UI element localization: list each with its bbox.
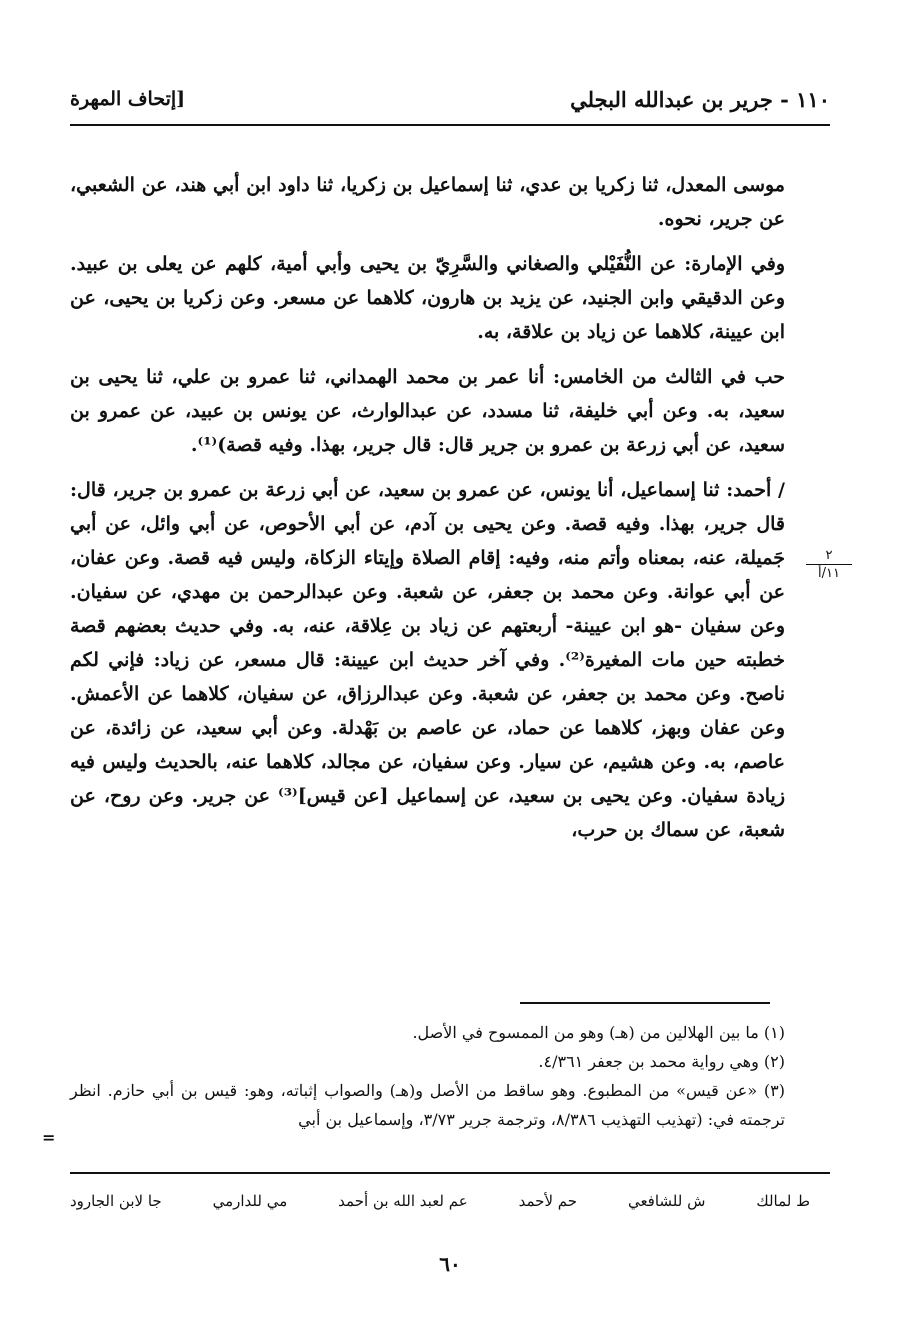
book-title: [إتحاف المهرة: [70, 88, 186, 110]
paragraph-4: / أحمد: ثنا إسماعيل، أنا يونس، عن عمرو بن سعيد، عن أبي زرعة بن عمرو بن جرير، قال: قال جرير، بهذا. وفيه قصة. وعن يحيى بن آدم، عن أبي الأحوص، عن أبي وائل، عن أبي جَميلة، عنه، بمعناه وأتم منه، وفيه: إقام الصلاة وإيتاء الزكاة، وليس فيه قصة. وعن عفان، عن أبي عوانة. وعن محمد بن جعفر، عن شعبة. وعن عبدالرحمن بن مهدي، عن سفيان. وعن سفيان -هو ابن عيينة- أربعتهم عن زياد بن عِلاقة، عنه، به. وفي حديث بعضهم قصة خطبته حين مات المغيرة⁽²⁾. وفي آخر حديث ابن عيينة: قال مسعر، عن زياد: فإني لكم ناصح. وعن محمد بن جعفر، عن شعبة. وعن عبدالرزاق، عن سفيان، كلاهما عن الأعمش. وعن عفان وبهز، كلاهما عن حماد، عن عاصم بن بَهْدلة. وعن أبي سعيد، عن زائدة، عن عاصم، به. وعن هشيم، عن سيار. وعن سفيان، عن مجالد، كلاهما عنه، بالحديث وليس فيه زيادة سفيان. وعن يحيى بن سعيد، عن إسماعيل [عن قيس]⁽³⁾ عن جرير. وعن روح، عن شعبة، عن سماك بن حرب،: [70, 479, 785, 841]
margin-reference: [806, 548, 852, 581]
margin-ref-volume: ٢: [825, 548, 833, 563]
footnote-1: (١) ما بين الهلالين من (هـ) وهو من الممسوح في الأصل.: [412, 1023, 785, 1042]
abbr-item: جا لابن الجارود: [70, 1192, 162, 1210]
footnote-2: (٢) وهي رواية محمد بن جعفر ٤/٣٦١.: [538, 1052, 785, 1071]
footnotes: [70, 1018, 785, 1134]
abbreviations-divider: [70, 1172, 830, 1174]
margin-ref-folio: ١١/أ: [818, 566, 840, 581]
abbr-item: مي للدارمي: [212, 1192, 288, 1210]
header-divider: [70, 124, 830, 126]
paragraph-1: موسى المعدل، ثنا زكريا بن عدي، ثنا إسماعيل بن زكريا، ثنا داود ابن أبي هند، عن الشعبي، عن جرير، نحوه.: [70, 174, 785, 230]
paragraph-2: وفي الإمارة: عن النُّفَيْلي والصغاني والسَّرِيّ بن يحيى وأبي أمية، كلهم عن يعلى بن عبيد. وعن الدقيقي وابن الجنيد، عن يزيد بن هارون، كلاهما عن مسعر. وعن زكريا بن يحيى، عن ابن عيينة، كلاهما عن زياد بن علاقة، به.: [70, 253, 785, 343]
abbr-item: ش للشافعي: [627, 1192, 706, 1210]
paragraph-3: حب في الثالث من الخامس: أنا عمر بن محمد الهمداني، ثنا عمرو بن علي، ثنا يحيى بن سعيد، به. وعن أبي خليفة، ثنا مسدد، عن عبدالوارث، عن يونس بن عبيد، عن عمرو بن سعيد، عن أبي زرعة بن عمرو بن جرير قال: قال جرير، بهذا. وفيه قصة)⁽¹⁾.: [70, 366, 785, 456]
footnote-continuation-mark: =: [42, 1128, 56, 1147]
main-text: [70, 168, 785, 847]
abbr-item: عم لعبد الله بن أحمد: [338, 1192, 468, 1210]
page-number: ٦٠: [439, 1252, 461, 1276]
abbreviations-key: [70, 1192, 810, 1210]
footnote-3: (٣) «عن قيس» من المطبوع. وهو ساقط من الأصل و(هـ) والصواب إثباته، وهو: قيس بن أبي حازم. انظر ترجمته في: (تهذيب التهذيب ٨/٣٨٦، وترجمة جرير ٣/٧٣، وإسماعيل بن أبي: [70, 1081, 785, 1129]
chapter-title: ١١٠ - جرير بن عبدالله البجلي: [570, 86, 830, 112]
running-header: [70, 82, 830, 116]
abbr-item: حم لأحمد: [518, 1192, 578, 1210]
margin-ref-divider: [806, 564, 852, 565]
footnote-divider: [520, 1002, 770, 1004]
abbr-item: ط لمالك: [756, 1192, 810, 1210]
